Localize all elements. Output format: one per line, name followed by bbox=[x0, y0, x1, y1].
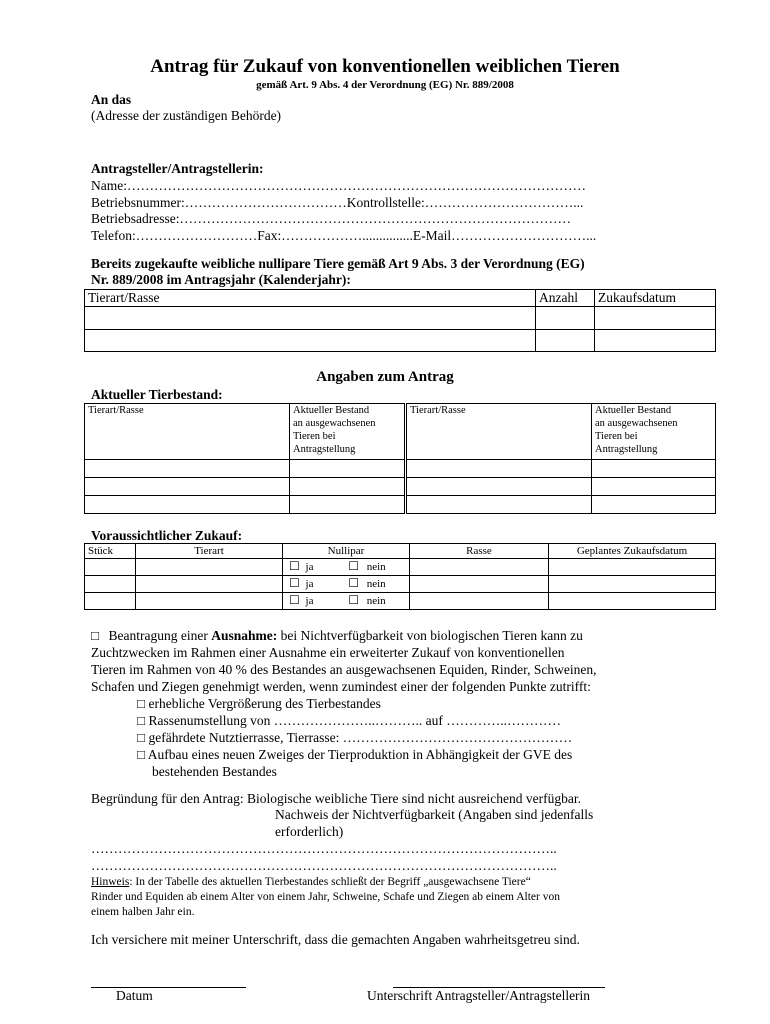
hint-line-2: Rinder und Equiden ab einem Alter von einem Jahr, Schweine, Schafe und Ziegen ab einem Alter von bbox=[91, 891, 560, 903]
exception-line-4: Schafen und Ziegen genehmigt werden, wenn zumindest einer der folgenden Punkte zutrifft: bbox=[91, 679, 591, 694]
table-row bbox=[85, 496, 716, 514]
table-row bbox=[85, 478, 716, 496]
name-field[interactable]: Name:………………………………………………………………………………………… bbox=[91, 178, 586, 193]
table-row bbox=[85, 330, 716, 352]
authority-address: (Adresse der zuständigen Behörde) bbox=[91, 108, 282, 123]
ja-checkbox-icon[interactable]: ☐ bbox=[289, 593, 300, 607]
date-label: Datum bbox=[116, 988, 153, 1003]
option-3-checkbox-icon[interactable]: □ bbox=[137, 730, 146, 745]
date-line[interactable] bbox=[91, 987, 246, 988]
planned-col-tierart: Tierart bbox=[136, 544, 283, 559]
reason-line-3: erforderlich) bbox=[275, 824, 344, 839]
stock-heading: Aktueller Tierbestand: bbox=[91, 387, 223, 402]
purchased-col-datum: Zukaufsdatum bbox=[595, 290, 716, 307]
purchased-heading-1: Bereits zugekaufte weibliche nullipare Tiere gemäß Art 9 Abs. 3 der Verordnung (EG) bbox=[91, 256, 585, 271]
table-row bbox=[85, 593, 716, 610]
stock-col-bestand-1: Aktueller Bestand an ausgewachsenen Tieren bei Antragstellung bbox=[290, 404, 406, 460]
ja-label: ja bbox=[305, 578, 314, 590]
purchased-col-anzahl: Anzahl bbox=[536, 290, 595, 307]
exception-line-2: Zuchtzwecken im Rahmen einer Ausnahme ein erweiterter Zukauf von konventionellen bbox=[91, 645, 565, 660]
table-row bbox=[85, 460, 716, 478]
page-title: Antrag für Zukauf von konventionellen weiblichen Tieren bbox=[150, 56, 620, 77]
signature-label: Unterschrift Antragsteller/Antragstellerin bbox=[367, 988, 591, 1003]
option-4-continued: bestehenden Bestandes bbox=[152, 764, 277, 779]
reason-line-1: Begründung für den Antrag: Biologische weibliche Tiere sind nicht ausreichend verfügbar. bbox=[91, 791, 582, 806]
reason-line-2: Nachweis der Nichtverfügbarkeit (Angaben sind jedenfalls bbox=[275, 807, 594, 822]
option-1-checkbox-icon[interactable]: □ bbox=[137, 696, 146, 711]
nein-label: nein bbox=[366, 595, 386, 607]
purchased-table bbox=[84, 289, 716, 352]
nein-label: nein bbox=[366, 578, 386, 590]
declaration-text: Ich versichere mit meiner Unterschrift, dass die gemachten Angaben wahrheitsgetreu sind. bbox=[91, 932, 580, 947]
hint-line-1: Hinweis: In der Tabelle des aktuellen Tierbestandes schließt der Begriff „ausgewachsene Tiere“ bbox=[91, 876, 531, 888]
stock-table bbox=[84, 403, 716, 514]
nein-checkbox-icon[interactable]: ☐ bbox=[348, 576, 359, 590]
purchased-col-tierart: Tierart/Rasse bbox=[85, 290, 536, 307]
planned-col-stueck: Stück bbox=[85, 544, 136, 559]
planned-heading: Voraussichtlicher Zukauf: bbox=[91, 528, 243, 543]
hint-line-3: einem halben Jahr ein. bbox=[91, 906, 195, 918]
reason-dots-1[interactable]: ………………………………………………………………………………………….. bbox=[91, 841, 557, 856]
ja-label: ja bbox=[305, 595, 314, 607]
stock-col-bestand-2: Aktueller Bestand an ausgewachsenen Tieren bei Antragstellung bbox=[592, 404, 716, 460]
addressee-label: An das bbox=[91, 92, 132, 107]
reason-dots-2[interactable]: ………………………………………………………………………………………….. bbox=[91, 858, 557, 873]
option-2: □ Rassenumstellung von …………………..……….. auf …………..………… bbox=[137, 713, 562, 728]
planned-col-nullipar: Nullipar bbox=[283, 544, 410, 559]
nein-checkbox-icon[interactable]: ☐ bbox=[348, 559, 359, 573]
ja-checkbox-icon[interactable]: ☐ bbox=[289, 576, 300, 590]
planned-col-rasse: Rasse bbox=[410, 544, 549, 559]
exception-line-1: □ Beantragung einer Ausnahme: bei Nichtverfügbarkeit von biologischen Tieren kann zu bbox=[91, 628, 583, 643]
planned-col-datum: Geplantes Zukaufsdatum bbox=[549, 544, 716, 559]
exception-checkbox-icon[interactable]: □ bbox=[91, 628, 100, 643]
option-3: □ gefährdete Nutztierrasse, Tierrasse: …………………………………………… bbox=[137, 730, 573, 745]
nein-label: nein bbox=[366, 561, 386, 573]
nein-checkbox-icon[interactable]: ☐ bbox=[348, 593, 359, 607]
exception-line-3: Tieren im Rahmen von 40 % des Bestandes an ausgewachsenen Equiden, Rinder, Schweinen, bbox=[91, 662, 597, 677]
page-subtitle: gemäß Art. 9 Abs. 4 der Verordnung (EG) Nr. 889/2008 bbox=[256, 79, 514, 91]
ja-label: ja bbox=[305, 561, 314, 573]
option-4-checkbox-icon[interactable]: □ bbox=[137, 747, 146, 762]
stock-col-tierart-2: Tierart/Rasse bbox=[406, 404, 592, 460]
business-address-field[interactable]: Betriebsadresse:…………………………………………………………………………… bbox=[91, 211, 571, 226]
stock-col-tierart-1: Tierart/Rasse bbox=[85, 404, 290, 460]
purchased-heading-2: Nr. 889/2008 im Antragsjahr (Kalenderjahr): bbox=[91, 272, 351, 287]
hint-label: Hinweis bbox=[91, 876, 130, 888]
option-4: □ Aufbau eines neuen Zweiges der Tierproduktion in Abhängigkeit der GVE des bbox=[137, 747, 573, 762]
table-row bbox=[85, 307, 716, 330]
option-2-checkbox-icon[interactable]: □ bbox=[137, 713, 146, 728]
option-1: □ erhebliche Vergrößerung des Tierbestandes bbox=[137, 696, 381, 711]
planned-table bbox=[84, 543, 716, 610]
ja-checkbox-icon[interactable]: ☐ bbox=[289, 559, 300, 573]
phone-fax-email-field[interactable]: Telefon:………………………Fax:………………...............E-Mail…………………………... bbox=[91, 228, 597, 243]
applicant-heading: Antragsteller/Antragstellerin: bbox=[91, 161, 264, 176]
section-heading: Angaben zum Antrag bbox=[316, 369, 454, 385]
table-row bbox=[85, 576, 716, 593]
table-row bbox=[85, 559, 716, 576]
business-number-field[interactable]: Betriebsnummer:………………………………Kontrollstelle:……………………………... bbox=[91, 195, 584, 210]
